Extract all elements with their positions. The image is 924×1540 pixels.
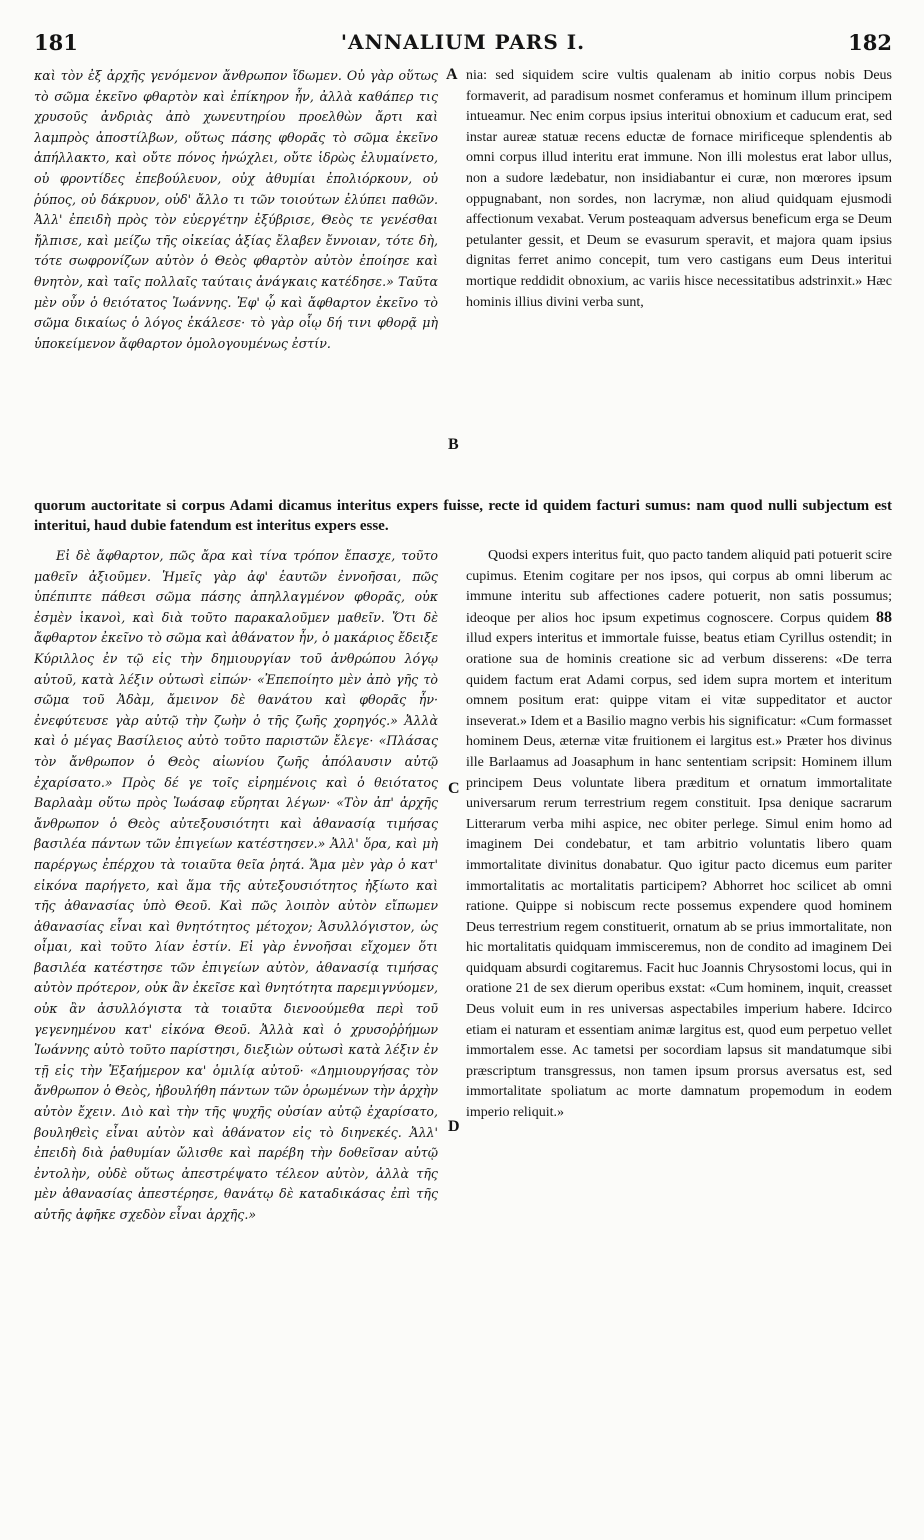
latin-paragraph <box>466 546 892 1124</box>
latin-text: Quodsi expers interitus fuit, quo pacto tandem aliquid pati potuerit scire cupimus. Etenim cogitare per nos ipsos, qui corpus ab omni liberum ac immune interitu sub affectiones cadere potuerit, non satis possumus; ideoque per alios hoc ipsum expetimus cognoscere. Corpus quidem <box>466 548 892 626</box>
page-number-left: 181 <box>34 30 78 55</box>
section-marker-b: B <box>448 436 459 453</box>
full-width-paragraph: quorum auctoritate si corpus Adami dicamus interitus expers fuisse, recte id quidem facturi sumus: nam quod nulli subjectum est interitui, haud dubie fatendum est interitus expers esse. <box>34 498 892 534</box>
section-marker-a: A <box>446 66 458 83</box>
greek-paragraph: καὶ τὸν ἐξ ἀρχῆς γενόμενον ἄνθρωπον ἴδωμεν. Οὐ γὰρ οὕτως τὸ σῶμα ἐκεῖνο φθαρτὸν καὶ ἐπίκηρον ἦν, ἀλλὰ καθάπερ τις χρυσοῦς ἀνδριὰς ἀπὸ χωνευτηρίου προελθὼν ἄρτι καὶ λαμπρὸς ἀποστίλβων, οὕτως πάσης φθορᾶς τὸ σῶμα ἐκεῖνο ἀπήλλακτο, καὶ οὔτε πόνος ἠνώχλει, οὔτε ἱδρὼς ἐλυμαίνετο, οὐ φροντίδες ἐπεβούλευον, οὐχ ἀθυμίαι ἐπολιόρκουν, οὐ ῥύπος, οὐ δάκρυον, οὐδ' ἄλλο τι τῶν τοιούτων ἐλύπει παθῶν. Ἀλλ' ἐπειδὴ πρὸς τὸν εὐεργέτην ἐξύβρισε, Θεὸς τε γενέσθαι ἤλπισε, καὶ μείζω τῆς οἰκείας ἀξίας ἔλαβεν ἔννοιαν, τότε δὴ, τότε σωφρονίζων αὐτὸν ὁ Θεὸς φθαρτὸν αὐτὸν ἐποίησε καὶ θνητὸν, καὶ ταῖς πολλαῖς ταύταις ἀνάγκαις κατέδησε.» Ταῦτα μὲν οὖν ὁ θειότατος Ἰωάννης. Ἐφ' ᾧ καὶ ἄφθαρτον ἐκεῖνο τὸ σῶμα δικαίως ὁ λόγος ἐκάλεσε· τὸ γὰρ οἷῳ δή τινι φθορᾷ μὴ ὑποκείμενον ἄφθαρτον ὁμολογουμένως ἐστίν. <box>34 68 438 351</box>
reference-number: 88 <box>876 608 892 626</box>
section-marker-c: C <box>448 780 460 797</box>
latin-column-top <box>466 66 892 494</box>
latin-text: illud expers interitus et immortale fuisse, beatus etiam Cyrillus ostendit; in oratione sua de hominis creatione sic ad verbum disserens: «De terra quidem factum erat Adami corpus, sed idem supra mortem et interitum omnem positum erat: quippe vitam ei vitæ suppeditator et auctor inseverat.» Idem et a Basilio magno verbis his significatur: «Cum formasset hominem Deus, æternæ vitæ fruitionem ei largitus est.» Præter hos divinus ille Barlaamus ad Joasaphum in hanc sententiam scripsit: Hominem illum principem Deus voluntate libera præditum et ornatum immortalitate universarum rerum terrestrium regem constituit. Ipsa denique sacrarum Litterarum verba mihi aspice, nec obiter perlege. Simul enim homo ad imaginem Dei condebatur, et tam arbitrio voluntatis libero quam immortalitate divinitus donabatur. Quo igitur pacto dicemus eum pariter immortalitatis ac mortalitatis participem? Abhorret hoc scilicet ab omni ratione. Quippe si nobiscum recte possemus expendere quod hominem Deus terrestrium regem constituerit, ornatum ab se prius immortalitate, non hic mortalitatis quidquam immisceremus, non de condito ad imaginem Dei quidquam absurdi cogitaremus. Facit huc Joannis Chrysostomi locus, qui in oratione 21 de sex dierum operibus exstat: «Cum hominem, inquit, creasset Deus voluit eum in res universas aspectabiles imperium habere. Idcirco etiam ei naturam et essentiam animæ largitus est, quod eum perpetuo vellet immortalem esse. Ac tametsi per socordiam lapsus sit mandatumque sibi præscriptum transgressus, non tamen ipsum prorsus aversatus est, sed immortalitate spoliatum ac morte damnatum propemodum in eodem imperio reliquit.» <box>466 631 892 1121</box>
running-header <box>34 30 892 56</box>
greek-column-top <box>34 66 438 494</box>
latin-column-bottom <box>466 546 892 1506</box>
page-number-right: 182 <box>848 30 892 55</box>
section-marker-d: D <box>448 1118 460 1135</box>
running-title: 'ANNALIUM PARS I. <box>340 30 586 54</box>
latin-paragraph: nia: sed siquidem scire vultis qualenam ab initio corpus nobis Deus formaverit, ad paradisum nosmet conferamus et hominum illum principem intueamur. Nec enim corpus ipsius interitui obnoxium et caducum erat, sed instar aureæ statuæ recens eductæ de fornace mirificeque splendentis ab omni corpus illud interitu erat immune. Non illi molestus erat labor ullus, non a sudore lædebatur, non insidiabantur ei curæ, non mœrores ipsum oppugnabant, non sordes, non lacrymæ, non aliud quidquam ejusmodi affectionum vexabat. Verum posteaquam adversus beneficum erga se Deum petulanter gessit, et Deum se evasurum speravit, et majora quam ipsius dignitas ferret animo concepit, tum vero castigans eum Deus interitui mortique reddidit obnoxium, ac variis hisce necessitatibus adstrinxit.» Hæc hominis illius divini verba sunt, <box>466 68 892 310</box>
greek-paragraph: Εἰ δὲ ἄφθαρτον, πῶς ἄρα καὶ τίνα τρόπον ἔπασχε, τοῦτο μαθεῖν ἀξιοῦμεν. Ἡμεῖς γὰρ ἀφ' ἑαυτῶν ἐννοῆσαι, πῶς ὑπέπιπτε πάθεσι σῶμα πάσης ἀπηλλαγμένον φθορᾶς, οὐκ ἐσμὲν ἱκανοὶ, καὶ διὰ τοῦτο παρακαλοῦμεν μαθεῖν. Ὅτι δὲ ἄφθαρτον ἐκεῖνο τὸ σῶμα καὶ ἀθάνατον ἦν, ὁ μακάριος ἔδειξε Κύριλλος ἐν τῷ εἰς τὴν δημιουργίαν τοῦ ἀνθρώπου λόγῳ αὐτοῦ, κατὰ λέξιν οὑτωσὶ εἰπών· «Ἐπεποίητο μὲν ἀπὸ γῆς τὸ σῶμα τοῦ Ἀδὰμ, ἄμεινον δὲ θανάτου καὶ φθορᾶς ἦν· ἐνεφύτευσε γὰρ αὐτῷ τὴν ζωὴν ὁ τῆς ζωῆς χορηγός.» Ἀλλὰ καὶ ὁ μέγας Βασίλειος αὐτὸ τοῦτο παριστῶν ἔλεγε· «Πλάσας τὸν ἄνθρωπον ὁ Θεὸς αἰωνίου ζωῆς ἀπόλαυσιν αὐτῷ ἐχαρίσατο.» Πρὸς δέ γε τοῖς εἰρημένοις καὶ ὁ θειότατος Βαρλαὰμ οὕτω πρὸς Ἰωάσαφ εὕρηται λέγων· «Τὸν ἀπ' ἀρχῆς ἄνθρωπον ὁ Θεὸς αὐτεξουσιότητι καὶ ἀθανασίᾳ τιμήσας βασιλέα πάντων τῶν ἐπιγείων κατέστησεν.» Ἀλλ' ὅρα, καὶ μὴ παρέργως ἐπέρχου τὰ τοιαῦτα θεῖα ῥητά. Ἅμα μὲν γὰρ ὁ κατ' εἰκόνα παρήγετο, καὶ ἅμα τῆς αὐτεξουσιότητος ἠξίωτο καὶ τῆς ἀθανασίας ὑπὸ Θεοῦ. Καὶ πῶς λοιπὸν αὐτὸν εἴπωμεν ἀθανασίας εἶναι καὶ θνητότητος μέτοχον; Ἀσυλλόγιστον, ὡς οἶμαι, καὶ τοῦτο λίαν ἐστίν. Εἰ γὰρ ἐννοῆσαι εἴχομεν ὅτι βασιλέα κατέστησε τῶν ἐπιγείων αὐτὸν, ἀθανασίᾳ τιμήσας αὐτὸν πρότερον, οὐκ ἂν ἐκεῖσε καὶ θνητότητα παρεμιγνύομεν, οὐκ ἂν ἀσυλλόγιστα τὰ τοιαῦτα διενοούμεθα περὶ τοῦ γεγενημένου κατ' εἰκόνα Θεοῦ. Ἀλλὰ καὶ ὁ χρυσοῤῥήμων Ἰωάννης αὐτὸ τοῦτο παρίστησι, διεξιὼν οὑτωσὶ κατὰ λέξιν ἐν τῇ εἰς τὴν Ἑξαήμερον κα' ὁμιλίᾳ αὐτοῦ· «Δημιουργήσας τὸν ἄνθρωπον ὁ Θεὸς, ἠβουλήθη πάντων τῶν ὁρωμένων τὴν ἀρχὴν αὐτὸν ἔχειν. Διὸ καὶ τὴν τῆς ψυχῆς οὐσίαν αὐτῷ ἐχαρίσατο, βουληθεὶς εἶναι αὐτὸν καὶ ἀθάνατον εἰς τὸ διηνεκές. Ἀλλ' ἐπειδὴ διὰ ῥαθυμίαν ὤλισθε καὶ παρέβη τὴν δοθεῖσαν αὐτῷ ἐντολὴν, οὐδὲ οὕτως ἀπεστρέψατο τέλεον αὐτὸν, ἀλλὰ τῆς μὲν ἀθανασίας ἀπεστέρησε, θανάτῳ δὲ καταδικάσας ἐπὶ τῆς αὐτῆς ἀφῆκε σχεδὸν εἶναι ἀρχῆς.» <box>34 548 438 1222</box>
greek-column-bottom <box>34 546 438 1506</box>
book-page <box>34 30 892 1525</box>
